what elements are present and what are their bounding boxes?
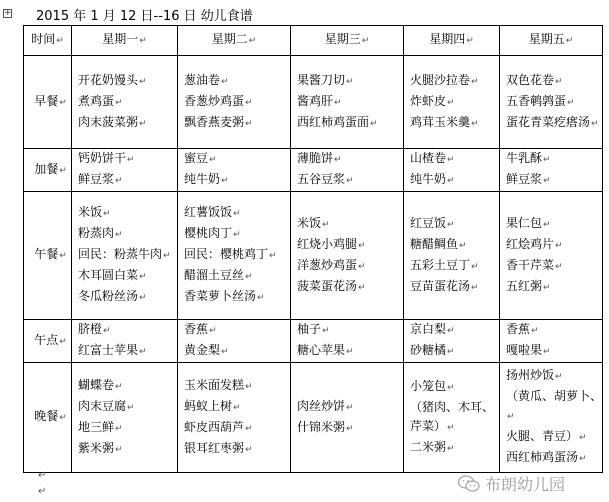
- dish-item: 嘎啦果 ↵: [506, 341, 602, 362]
- meal-row: [24, 363, 603, 473]
- dish-item: 红富士苹果 ↵: [78, 341, 177, 362]
- dish-item: 香葱炒鸡蛋 ↵: [184, 92, 290, 113]
- menu-cell: [404, 149, 500, 192]
- dish-item: 香蕉 ↵: [506, 320, 602, 341]
- dish-item: 玉米面发糕 ↵: [184, 376, 290, 397]
- menu-title: 2015 年 1 月 12 日--16 日 幼儿食谱: [36, 9, 253, 24]
- dish-item: 煮鸡蛋 ↵: [78, 92, 177, 113]
- header-label: 星期二 ↵: [212, 32, 257, 46]
- dish-item: 豆苗蛋花汤 ↵: [410, 277, 499, 298]
- menu-cell: [291, 363, 404, 473]
- dish-item: 醋溜土豆丝 ↵: [184, 266, 290, 287]
- meal-row: [24, 56, 603, 149]
- dish-item: 蜜豆 ↵: [184, 149, 290, 170]
- dish-item: 火腿沙拉卷 ↵: [410, 71, 499, 92]
- dish-item: 米饭 ↵: [297, 214, 403, 235]
- meal-label: [24, 320, 72, 363]
- menu-cell: [72, 363, 178, 473]
- menu-cell: [178, 149, 291, 192]
- dish-item: 开花奶馒头 ↵: [78, 71, 177, 92]
- dish-item: 葱油卷 ↵: [184, 71, 290, 92]
- menu-cell: [178, 363, 291, 473]
- dish-item: 西红柿鸡蛋面 ↵: [297, 113, 403, 134]
- paragraph-mark: ↵: [38, 486, 47, 497]
- meal-row: [24, 149, 603, 192]
- menu-cell: [500, 320, 603, 363]
- dish-item: 五谷豆浆 ↵: [297, 170, 403, 191]
- dish-item: 银耳红枣粥 ↵: [184, 439, 290, 460]
- dish-item: 五红粥 ↵: [506, 277, 602, 298]
- dish-item: 红豆饭 ↵: [410, 214, 499, 235]
- dish-item: 什锦米粥 ↵: [297, 418, 403, 439]
- table-move-handle[interactable]: +: [4, 8, 12, 18]
- dish-item: 鲜豆浆 ↵: [506, 170, 602, 191]
- dish-item: 黄金梨 ↵: [184, 341, 290, 362]
- header-day: [500, 26, 603, 56]
- header-day: [404, 26, 500, 56]
- dish-item: 回民：粉蒸牛肉 ↵: [78, 245, 177, 266]
- dish-item: 火腿、青豆） ↵: [506, 427, 602, 448]
- dish-item: 纯牛奶 ↵: [184, 170, 290, 191]
- header-label: 星期一 ↵: [102, 32, 147, 46]
- menu-cell: [178, 56, 291, 149]
- menu-cell: [404, 363, 500, 473]
- dish-item: 肉丝炒饼 ↵: [297, 397, 403, 418]
- dish-item: 砂糖橘 ↵: [410, 341, 499, 362]
- meal-row: [24, 320, 603, 363]
- meal-label-text: 午点 ↵: [34, 333, 67, 347]
- dish-item: 米饭 ↵: [78, 203, 177, 224]
- dish-item: 扬州炒饭 ↵: [506, 366, 602, 387]
- header-time: [24, 26, 72, 56]
- header-label: 星期五 ↵: [529, 32, 574, 46]
- dish-item: 粉蒸肉 ↵: [78, 224, 177, 245]
- dish-item: 二米粥 ↵: [410, 438, 499, 459]
- dish-item: 香菜萝卜丝汤 ↵: [184, 287, 290, 308]
- meal-label-text: 早餐 ↵: [34, 94, 67, 108]
- dish-item: 西红柿鸡蛋汤 ↵: [506, 448, 602, 469]
- dish-item: 香蕉 ↵: [184, 320, 290, 341]
- dish-item: 红烧小鸡腿 ↵: [297, 235, 403, 256]
- menu-cell: [291, 320, 404, 363]
- dish-item: 薄脆饼 ↵: [297, 149, 403, 170]
- dish-item: 红薯饭饭 ↵: [184, 203, 290, 224]
- dish-item: 肉末菠菜粥 ↵: [78, 113, 177, 134]
- paragraph-mark: ↵: [38, 470, 47, 481]
- header-day: [291, 26, 404, 56]
- dish-item: 蚂蚁上树 ↵: [184, 397, 290, 418]
- dish-item: 蛋花青菜疙瘩汤 ↵: [506, 113, 602, 134]
- header-label: 星期四 ↵: [429, 32, 474, 46]
- dish-item: 冬瓜粉丝汤 ↵: [78, 287, 177, 308]
- meal-label-text: 晚餐 ↵: [34, 409, 67, 423]
- header-row: [24, 26, 603, 56]
- dish-item: 酱鸡肝 ↵: [297, 92, 403, 113]
- menu-cell: [72, 320, 178, 363]
- dish-item: 牛乳酥 ↵: [506, 149, 602, 170]
- menu-cell: [500, 149, 603, 192]
- header-day: [72, 26, 178, 56]
- menu-cell: [291, 192, 404, 320]
- header-day: [178, 26, 291, 56]
- dish-item: （猪肉、木耳、芹菜） ↵: [410, 398, 499, 438]
- dish-item: 小笼包 ↵: [410, 377, 499, 398]
- dish-item: 洋葱炒鸡蛋 ↵: [297, 256, 403, 277]
- dish-item: 果酱刀切 ↵: [297, 71, 403, 92]
- dish-item: 樱桃肉丁 ↵: [184, 224, 290, 245]
- meal-label: [24, 56, 72, 149]
- menu-cell: [72, 192, 178, 320]
- meal-label-text: 午餐 ↵: [34, 247, 67, 261]
- dish-item: 紫米粥 ↵: [78, 439, 177, 460]
- dish-item: 糖心苹果 ↵: [297, 341, 403, 362]
- menu-cell: [291, 56, 404, 149]
- dish-item: 脐橙 ↵: [78, 320, 177, 341]
- dish-item: 虾皮西葫芦 ↵: [184, 418, 290, 439]
- menu-cell: [500, 363, 603, 473]
- wechat-bubbles-icon: [458, 475, 480, 493]
- dish-item: 红烩鸡片 ↵: [506, 235, 602, 256]
- watermark: [458, 472, 565, 495]
- dish-item: 菠菜蛋花汤 ↵: [297, 277, 403, 298]
- dish-item: 回民：樱桃鸡丁 ↵: [184, 245, 290, 266]
- menu-cell: [500, 56, 603, 149]
- dish-item: 山楂卷 ↵: [410, 149, 499, 170]
- dish-item: 五香鹌鹑蛋 ↵: [506, 92, 602, 113]
- menu-cell: [404, 56, 500, 149]
- menu-cell: [291, 149, 404, 192]
- menu-cell: [178, 192, 291, 320]
- menu-cell: [404, 192, 500, 320]
- dish-item: 五彩土豆丁 ↵: [410, 256, 499, 277]
- dish-item: 鲜豆浆 ↵: [78, 170, 177, 191]
- dish-item: 双色花卷 ↵: [506, 71, 602, 92]
- dish-item: 香干芹菜 ↵: [506, 256, 602, 277]
- weekly-menu-table: [23, 25, 603, 473]
- dish-item: 柚子 ↵: [297, 320, 403, 341]
- dish-item: 果仁包 ↵: [506, 214, 602, 235]
- dish-item: 飘香燕麦粥 ↵: [184, 113, 290, 134]
- dish-item: （黄瓜、胡萝卜、 ↵: [506, 387, 602, 427]
- watermark-text: 布朗幼儿园: [485, 475, 566, 494]
- dish-item: 鸡茸玉米羹 ↵: [410, 113, 499, 134]
- meal-label: [24, 192, 72, 320]
- dish-item: 京白梨 ↵: [410, 320, 499, 341]
- header-label: 时间 ↵: [31, 32, 64, 46]
- meal-label-text: 加餐 ↵: [34, 162, 67, 176]
- menu-cell: [178, 320, 291, 363]
- header-label: 星期三 ↵: [325, 32, 370, 46]
- dish-item: 地三鲜 ↵: [78, 418, 177, 439]
- dish-item: 木耳圆白菜 ↵: [78, 266, 177, 287]
- dish-item: 钙奶饼干 ↵: [78, 149, 177, 170]
- meal-label: [24, 363, 72, 473]
- dish-item: 炸虾皮 ↵: [410, 92, 499, 113]
- dish-item: 肉末豆腐 ↵: [78, 397, 177, 418]
- dish-item: 糖醋鲷鱼 ↵: [410, 235, 499, 256]
- menu-cell: [404, 320, 500, 363]
- dish-item: 蝴蝶卷 ↵: [78, 376, 177, 397]
- menu-cell: [500, 192, 603, 320]
- menu-cell: [72, 149, 178, 192]
- menu-cell: [72, 56, 178, 149]
- meal-row: [24, 192, 603, 320]
- dish-item: 纯牛奶 ↵: [410, 170, 499, 191]
- meal-label: [24, 149, 72, 192]
